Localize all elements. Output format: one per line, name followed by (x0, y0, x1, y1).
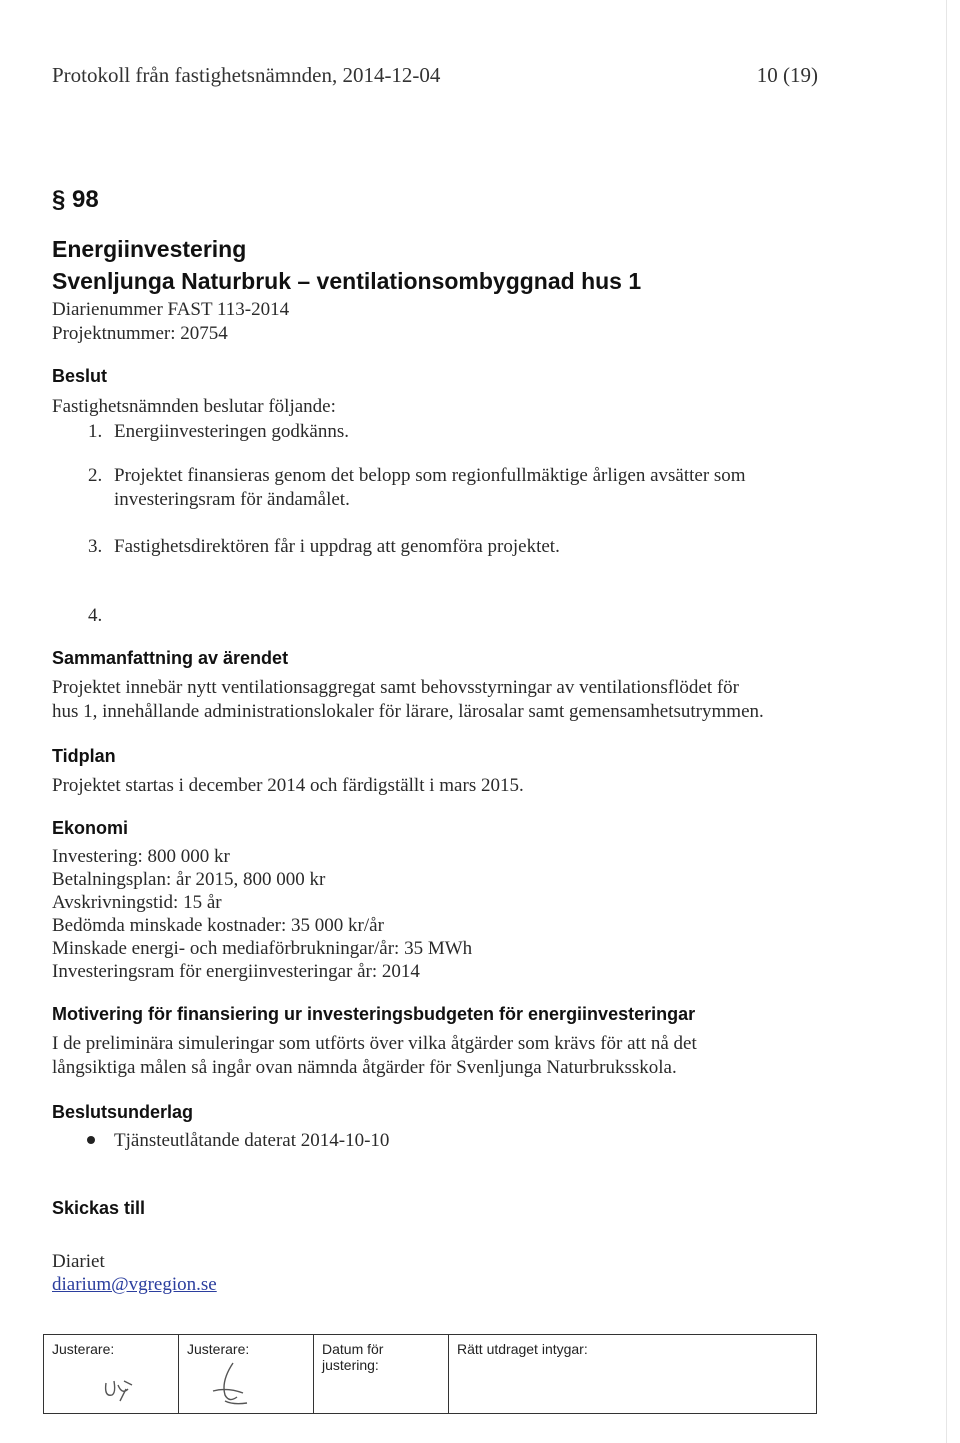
sammanfattning-line-2: hus 1, innehållande administrationslokaler för lärare, lärosalar samt gemensamhetsutrymmen. (52, 701, 764, 722)
paragraph-number: § 98 (52, 186, 99, 213)
ekonomi-line: Betalningsplan: år 2015, 800 000 kr (52, 869, 326, 890)
beslut-intro: Fastighetsnämnden beslutar följande: (52, 396, 336, 417)
list-number: 2. (88, 465, 103, 486)
datum-label-line-1: Datum för (322, 1341, 384, 1357)
intygar-label: Rätt utdraget intygar: (457, 1341, 588, 1357)
signature-table (43, 1334, 817, 1414)
email-link[interactable]: diarium@vgregion.se (52, 1274, 217, 1295)
ekonomi-line: Avskrivningstid: 15 år (52, 892, 222, 913)
signature-initials-1 (102, 1375, 142, 1405)
beslut-heading: Beslut (52, 366, 108, 386)
ekonomi-heading: Ekonomi (52, 818, 129, 838)
projektnummer: Projektnummer: 20754 (52, 323, 228, 344)
ekonomi-line: Minskade energi- och mediaförbrukningar/år: 35 MWh (52, 938, 473, 959)
diarienummer: Diarienummer FAST 113-2014 (52, 299, 290, 320)
page-number: 10 (19) (756, 63, 818, 87)
datum-label-line-2: justering: (322, 1357, 379, 1373)
sammanfattning-line-1: Projektet innebär nytt ventilationsaggregat samt behovsstyrningar av ventilationsflödet för (52, 677, 739, 698)
skickas-heading: Skickas till (52, 1198, 146, 1218)
intygar-cell (449, 1335, 817, 1414)
title-line-2: Svenljunga Naturbruk – ventilationsombyggnad hus 1 (52, 268, 642, 294)
beslutsunderlag-item: Tjänsteutlåtande daterat 2014-10-10 (114, 1130, 390, 1151)
justerare-label: Justerare: (52, 1341, 115, 1357)
list-item: Fastighetsdirektören får i uppdrag att genomföra projektet. (114, 536, 560, 557)
bullet-icon (87, 1136, 95, 1144)
header-title: Protokoll från fastighetsnämnden, 2014-12-04 (52, 63, 441, 87)
sammanfattning-heading: Sammanfattning av ärendet (52, 648, 289, 668)
ekonomi-line: Investering: 800 000 kr (52, 846, 230, 867)
motivering-line-1: I de preliminära simuleringar som utförts över vilka åtgärder som krävs för att nå det (52, 1033, 697, 1054)
page-edge (946, 0, 947, 1443)
list-item-continuation: investeringsram för ändamålet. (114, 489, 350, 510)
ekonomi-line: Bedömda minskade kostnader: 35 000 kr/år (52, 915, 384, 936)
beslutsunderlag-heading: Beslutsunderlag (52, 1102, 194, 1122)
list-number: 1. (88, 421, 103, 442)
motivering-heading: Motivering för finansiering ur investeringsbudgeten för energiinvesteringar (52, 1004, 696, 1024)
list-item: Energiinvesteringen godkänns. (114, 421, 349, 442)
tidplan-text: Projektet startas i december 2014 och färdigställt i mars 2015. (52, 775, 524, 796)
datum-cell (314, 1335, 449, 1414)
justerare-cell-1 (44, 1335, 179, 1414)
ekonomi-line: Investeringsram för energiinvesteringar år: 2014 (52, 961, 420, 982)
signature-initials-2 (203, 1361, 253, 1409)
justerare-label: Justerare: (187, 1341, 250, 1357)
list-number: 4. (88, 605, 103, 626)
motivering-line-2: långsiktiga målen så ingår ovan nämnda åtgärder för Svenljunga Naturbruksskola. (52, 1057, 677, 1078)
tidplan-heading: Tidplan (52, 746, 116, 766)
list-item: Projektet finansieras genom det belopp som regionfullmäktige årligen avsätter som (114, 465, 746, 486)
list-number: 3. (88, 536, 103, 557)
title-line-1: Energiinvestering (52, 236, 247, 262)
justerare-cell-2 (179, 1335, 314, 1414)
recipient: Diariet (52, 1251, 105, 1272)
